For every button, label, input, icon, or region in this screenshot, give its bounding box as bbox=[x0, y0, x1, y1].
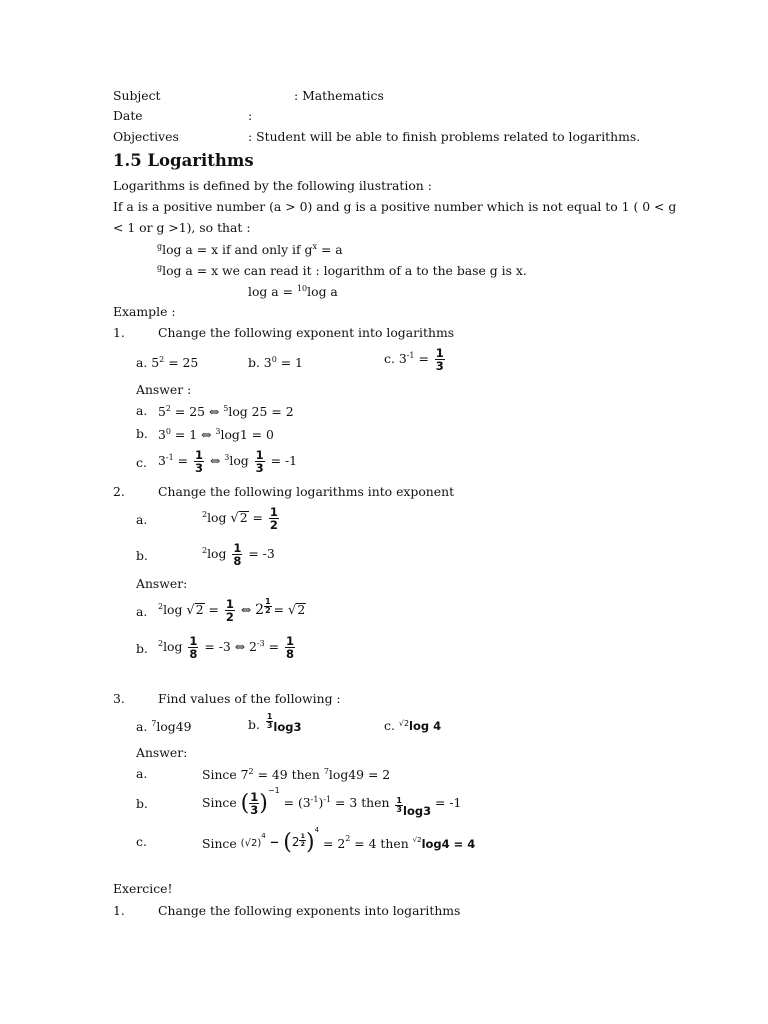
fraction-one-half: $\frac{1}{2}$ bbox=[269, 505, 278, 533]
problem-3-c: c. $^{√2}$log 4 bbox=[384, 718, 442, 733]
problem-3-text: Find values of the following : bbox=[158, 691, 341, 706]
problem-3-answer-a: Since $7^2 = 49$ then $^7$log49 = 2 bbox=[202, 767, 391, 782]
definition-3: log a = $^{10}$log a bbox=[248, 284, 338, 299]
fraction-base-one-third: $\frac{1}{3}$ bbox=[266, 712, 273, 731]
problem-1-answer-c-letter: c. bbox=[136, 455, 147, 470]
problem-2-a-letter: a. bbox=[136, 512, 148, 527]
problem-1-answer-c: $3^{-1}$ = $\frac{1}{3}$ ⇔ $^3$log $\frac{1}{3}$ = -1 bbox=[158, 448, 298, 476]
example-label: Example : bbox=[113, 304, 176, 319]
problem-1-answer-a: $5^2 = 25$ ⇔ $^5$log 25 = 2 bbox=[158, 404, 294, 419]
problem-3-number: 3. bbox=[113, 691, 125, 706]
problem-2-b-letter: b. bbox=[136, 548, 148, 563]
objectives-value: : Student will be able to finish problems related to logarithms. bbox=[248, 129, 641, 144]
date-label: Date bbox=[113, 108, 143, 123]
fraction-one-eighth: $\frac{1}{8}$ bbox=[233, 541, 242, 569]
problem-3-answer-a-letter: a. bbox=[136, 766, 148, 781]
objectives-label: Objectives bbox=[113, 129, 179, 144]
problem-2-answer-b-letter: b. bbox=[136, 641, 148, 656]
fraction-exponent-one-half: $\frac{1}{2}$ bbox=[265, 597, 271, 616]
exercise-1-number: 1. bbox=[113, 903, 125, 918]
fraction-exponent-one-half: $\frac{1}{2}$ bbox=[300, 832, 305, 848]
problem-1-c: c. $3^{-1}$ = $\frac{1}{3}$ bbox=[384, 346, 444, 374]
fraction-base-one-third: $\frac{1}{3}$ bbox=[396, 796, 402, 815]
intro-line-1: Logarithms is defined by the following ilustration : bbox=[113, 178, 432, 193]
fraction-one-eighth: $\frac{1}{8}$ bbox=[286, 634, 295, 662]
problem-2-answer-a: $^2$log √2 = $\frac{1}{2}$ ⇔ 2 $\frac{1}{2}$ = √2 bbox=[158, 597, 306, 625]
intro-line-3: < 1 or g >1), so that : bbox=[113, 220, 251, 235]
problem-1-a: a. $5^2 = 25$ bbox=[136, 355, 199, 370]
problem-2-answer-label: Answer: bbox=[136, 576, 188, 591]
problem-2-text: Change the following logarithms into exponent bbox=[158, 484, 455, 499]
problem-2-number: 2. bbox=[113, 484, 125, 499]
problem-1-b: b. $3^0 = 1$ bbox=[248, 355, 303, 370]
section-title: 1.5 Logarithms bbox=[113, 151, 254, 170]
definition-2: $^g$log a = x we can read it : logarithm of a to the base g is x. bbox=[157, 263, 527, 278]
subject-value: : Mathematics bbox=[294, 88, 384, 103]
problem-3-b: b. $\frac{1}{3}$ log3 bbox=[248, 712, 302, 734]
fraction-one-third: $\frac{1}{3}$ bbox=[255, 448, 264, 476]
date-value: : bbox=[248, 108, 253, 123]
problem-2-b: $^2$log $\frac{1}{8}$ = -3 bbox=[202, 541, 275, 569]
fraction-one-third: $\frac{1}{3}$ bbox=[250, 789, 259, 817]
problem-1-number: 1. bbox=[113, 325, 125, 340]
problem-2-a: $^2$log √2 = $\frac{1}{2}$ bbox=[202, 505, 278, 533]
problem-3-answer-b-letter: b. bbox=[136, 796, 148, 811]
problem-1-answer-label: Answer : bbox=[136, 382, 192, 397]
problem-1-text: Change the following exponent into logarithms bbox=[158, 325, 455, 340]
exercise-1-text: Change the following exponents into logarithms bbox=[158, 903, 461, 918]
subject-label: Subject bbox=[113, 88, 161, 103]
problem-2-answer-a-letter: a. bbox=[136, 604, 148, 619]
definition-1: $^g$log a = x if and only if $g^x = a$ bbox=[157, 242, 343, 257]
problem-3-a: a. $^7$log49 bbox=[136, 719, 192, 734]
problem-1-answer-b: $3^0 = 1$ ⇔ $^3$log1 = 0 bbox=[158, 427, 274, 442]
problem-3-answer-c: Since $(√2)^4 - (2$ $\frac{1}{2}$ )$^4 = 2^2 = 4$ then $^{√2}$log4 = 4 bbox=[202, 826, 476, 855]
intro-line-2: If a is a positive number (a > 0) and g is a positive number which is not equal to 1 ( 0 < g bbox=[113, 199, 677, 214]
problem-2-answer-b: $^2$log $\frac{1}{8}$ = -3 ⇔ $2^{-3}$ = $\frac{1}{8}$ bbox=[158, 634, 295, 662]
problem-1-answer-a-letter: a. bbox=[136, 403, 148, 418]
exercise-label: Exercice! bbox=[113, 881, 173, 896]
problem-3-answer-b: Since ( $\frac{1}{3}$ )$^{-1} = (3^{-1})^{-1} = 3$ then $\frac{1}{3}$ log3 = -1 bbox=[202, 786, 462, 818]
fraction-one-third: $\frac{1}{3}$ bbox=[194, 448, 203, 476]
problem-3-answer-label: Answer: bbox=[136, 745, 188, 760]
problem-3-answer-c-letter: c. bbox=[136, 834, 147, 849]
fraction-one-half: $\frac{1}{2}$ bbox=[225, 597, 234, 625]
fraction-one-eighth: $\frac{1}{8}$ bbox=[189, 634, 198, 662]
problem-1-answer-b-letter: b. bbox=[136, 426, 148, 441]
fraction-one-third: $\frac{1}{3}$ bbox=[435, 346, 444, 374]
